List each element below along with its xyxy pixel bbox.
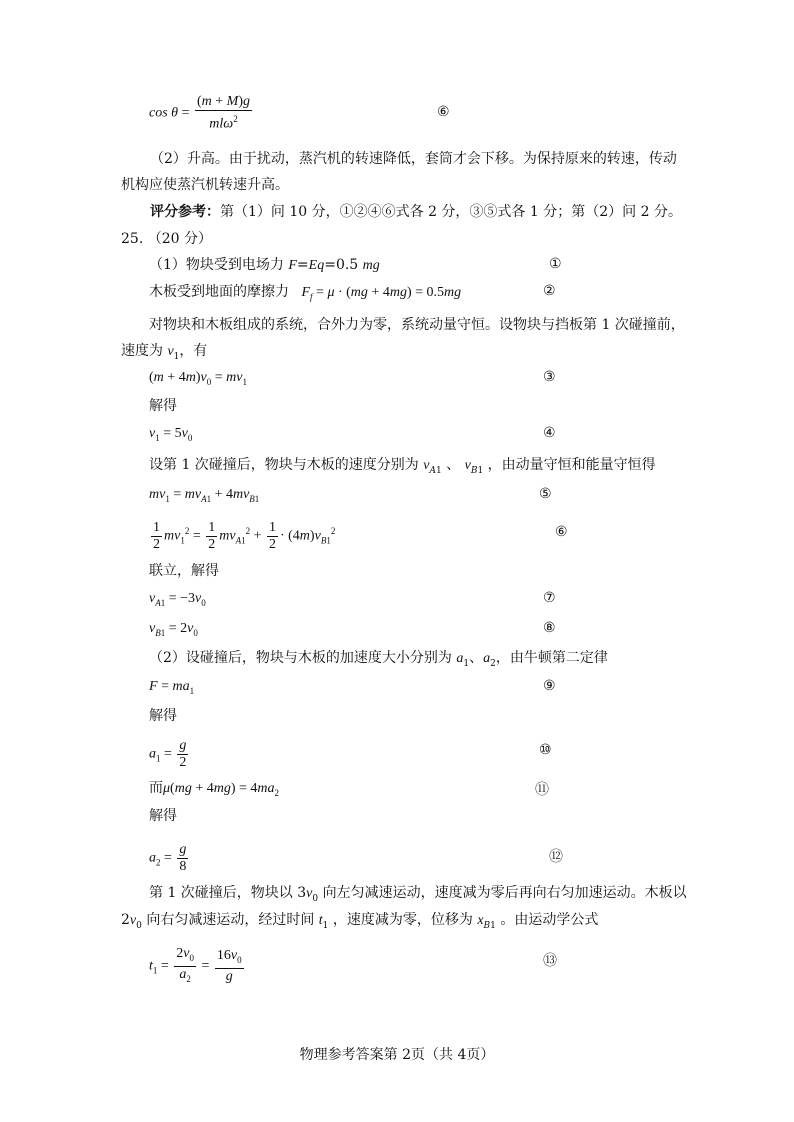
eq-number: ⑦ (543, 590, 556, 606)
step-1-text: （1）物块受到电场力 F=Eq=0.5 mg (149, 257, 380, 273)
question-25-heading: 25. （20 分） (121, 231, 212, 247)
equation-6: $\frac{1}{2}$ $mv_1^2$ = $\frac{1}{2}$ $mv_{A1}^2$ + $\frac{1}{2}$ · $(4m)v_{B1}^2$ (153, 520, 336, 552)
page-footer: 物理参考答案第 2页（共 4页） (299, 1047, 495, 1063)
equation-8: $v_{B1} = 2v_0$ (149, 621, 198, 638)
eq-number: ⑥ (555, 524, 568, 540)
solve-label: 解得 (149, 708, 177, 724)
step-3-line1: 对物块和木板组成的系统，合外力为零，系统动量守恒。设物块与挡板第 1 次碰撞前， (149, 317, 685, 333)
eq-number: ⑤ (539, 486, 552, 502)
equation-12: $a_2$ = $\frac{g}{8}$ (149, 842, 187, 874)
step-2-text: 木板受到地面的摩擦力 $F_f = \mu \cdot (mg + 4mg) = 0.5mg$ (149, 284, 462, 302)
eq-number: ⑥ (437, 104, 450, 120)
eq-number: ② (543, 283, 556, 299)
eq-number: ⑬ (543, 953, 557, 969)
equation-3: $(m + 4m)v_0 = mv_1$ (149, 370, 247, 387)
step-9-text: （2）设碰撞后，物块与木板的加速度大小分别为 $a_1$、$a_2$，由牛顿第二定律 (149, 650, 608, 669)
step-13-line1: 第 1 次碰撞后，物块以 $3v_0$ 向左匀减速运动，速度减为零后再向右匀加速运动。木板以 (149, 885, 687, 904)
solve-label: 解得 (149, 398, 177, 414)
score-reference (150, 203, 682, 221)
score-text: 第（1）问 10 分，①②④⑥式各 2 分，③⑤式各 1 分；第（2）问 2 分。 (220, 204, 682, 220)
equation-9: $F = ma_1$ (149, 679, 195, 696)
equation-4: $v_1 = 5v_0$ (149, 426, 193, 443)
step-3-line2: 速度为 $v_1$，有 (121, 343, 208, 362)
solve-label: 解得 (149, 808, 177, 824)
score-label: 评分参考： (150, 204, 220, 220)
cos-theta-equation: cos θ = $\frac{(m + M)g}{ml\omega^2}$ (149, 94, 251, 132)
eq-number: ⑧ (543, 620, 556, 636)
equation-10: $a_1$ = $\frac{g}{2}$ (149, 738, 187, 770)
eq-number: ⑪ (535, 782, 549, 798)
eq-number: ① (549, 256, 562, 272)
eq-number: ⑩ (539, 742, 552, 758)
combine-solve-label: 联立，解得 (149, 563, 219, 579)
equation-11: 而$\mu(mg + 4mg) = 4ma_2$ (149, 780, 280, 798)
eq-number: ⑨ (543, 678, 556, 694)
step-5-text: 设第 1 次碰撞后，物块与木板的速度分别为 $v_{A1}$ 、 $v_{B1}$ ，由动量守恒和能量守恒得 (149, 457, 656, 476)
equation-5: $mv_1 = mv_{A1} + 4mv_{B1}$ (149, 487, 260, 504)
part2-line2: 机构应使蒸汽机转速升高。 (121, 177, 289, 193)
part2-line1: （2）升高。由于扰动，蒸汽机的转速降低，套筒才会下移。为保持原来的转速，传动 (150, 151, 677, 167)
eq-number: ⑫ (549, 849, 563, 865)
equation-7: $v_{A1} = -3v_0$ (149, 591, 206, 608)
eq-number: ④ (543, 425, 556, 441)
eq-number: ③ (543, 369, 556, 385)
equation-13: $t_1$ = $\frac{2v_0}{a_2}$ = $\frac{16v_0}{g}$ (149, 946, 242, 984)
step-13-line2: $2v_0$ 向右匀减速运动，经过时间 $t_1$ ，速度减为零，位移为 $x_{B1}$ 。由运动学公式 (121, 912, 599, 931)
